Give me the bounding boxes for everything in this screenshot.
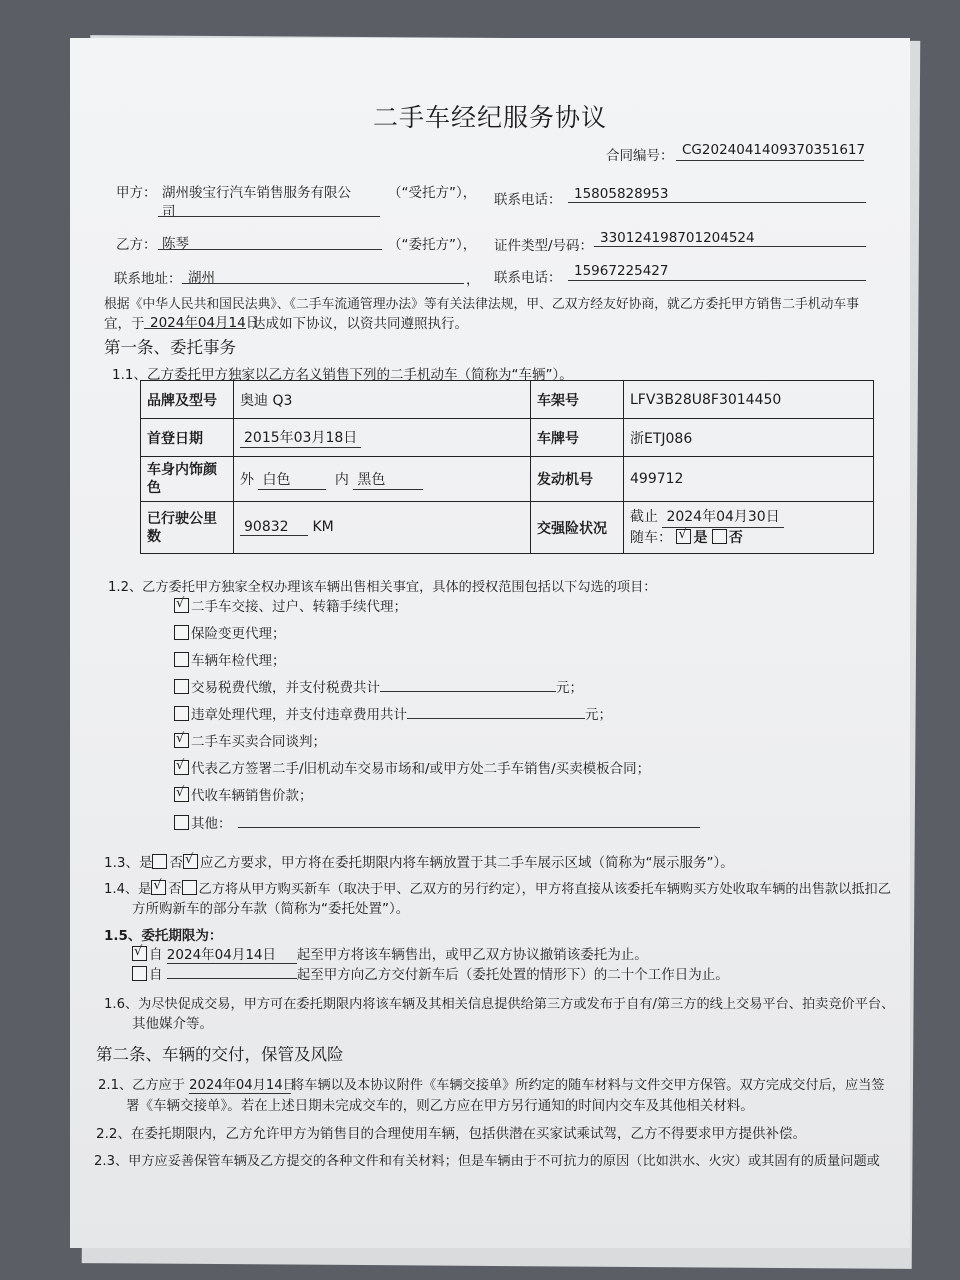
party-b-name-underline xyxy=(158,249,382,250)
term-option-2-blank xyxy=(167,966,297,979)
insurance-label: 交强险状况 xyxy=(531,502,624,554)
brand-label: 品牌及型号 xyxy=(141,381,234,419)
article2-heading: 第二条、车辆的交付，保管及风险 xyxy=(96,1045,344,1064)
term-option-1-checkbox[interactable] xyxy=(132,946,147,961)
engine-label: 发动机号 xyxy=(531,457,624,502)
clause-1-4-yes: 是 xyxy=(138,882,152,897)
preamble-line1: 根据《中华人民共和国民法典》、《二手车流通管理办法》等有关法律法规，甲、乙双方经友好协商，就乙方委托甲方销售二手机动车事 xyxy=(104,297,860,312)
plate-label: 车牌号 xyxy=(531,419,624,457)
auth-option-checkbox[interactable] xyxy=(174,652,189,667)
engine-value: 499712 xyxy=(624,457,874,502)
auth-option-checkbox[interactable] xyxy=(174,760,189,775)
party-b-id: 330124198701204524 xyxy=(600,230,755,246)
tax-amount-blank xyxy=(380,679,556,692)
party-b-phone: 15967225427 xyxy=(574,263,669,279)
auth-option-label: 交易税费代缴，并支付税费共计 xyxy=(191,680,380,696)
plate-value: 浙ETJ086 xyxy=(624,419,874,457)
insurance-yes-checkbox[interactable] xyxy=(676,529,691,544)
auth-option-label: 代收车辆销售价款； xyxy=(191,788,313,804)
clause-1-3-yes-checkbox[interactable] xyxy=(152,854,167,869)
party-a-name-line2: 司 xyxy=(162,204,176,220)
color-cell xyxy=(234,457,531,502)
reg-date-label: 首登日期 xyxy=(141,419,234,457)
auth-option xyxy=(174,622,286,642)
party-b-id-label: 证件类型/号码： xyxy=(494,238,594,254)
contract-no-label: 合同编号： xyxy=(606,148,674,164)
auth-option xyxy=(174,757,650,777)
clause-1-4-yes-checkbox[interactable] xyxy=(151,880,166,895)
party-a-label: 甲方： xyxy=(116,185,157,201)
auth-option xyxy=(174,784,313,804)
party-b-id-underline xyxy=(594,246,866,247)
clause-1-4-num: 1.4、 xyxy=(104,882,139,897)
auth-option-checkbox[interactable] xyxy=(174,598,189,613)
clause-1-4-line2: 方所购新车的部分车款（简称为“委托处置”）。 xyxy=(132,901,410,917)
party-b-role: （“委托方”）， xyxy=(388,237,477,253)
preamble-date-underline xyxy=(144,328,246,329)
clause-1-2: 1.2、乙方委托甲方独家全权办理该车辆出售相关事宜，具体的授权范围包括以下勾选的项目： xyxy=(108,580,657,595)
clause-1-3-num: 1.3、 xyxy=(104,855,139,871)
mileage-cell xyxy=(234,502,531,554)
clause-1-4 xyxy=(104,878,891,897)
ext-color-prefix: 外 xyxy=(240,471,254,488)
clause-1-3-text: 应乙方要求，甲方将在委托期限内将车辆放置于其二手车展示区域（简称为“展示服务”）。 xyxy=(199,855,734,871)
clause-2-1-text: 将车辆以及本协议附件《车辆交接单》所约定的随车材料与文件交甲方保管。双方完成交付后，应当签 xyxy=(291,1078,885,1093)
insurance-until-date: 2024年04月30日 xyxy=(662,507,783,528)
clause-1-4-no: 否 xyxy=(168,882,182,897)
preamble-line2-end: 达成如下协议，以资共同遵照执行。 xyxy=(252,316,468,332)
auth-option-checkbox[interactable] xyxy=(174,787,189,802)
auth-option-checkbox[interactable] xyxy=(174,625,189,640)
clause-1-3-yes: 是 xyxy=(138,855,153,871)
article1-heading: 第一条、委托事务 xyxy=(104,338,236,357)
auth-option-label: 二手车买卖合同谈判； xyxy=(191,734,326,750)
int-color-prefix: 内 xyxy=(334,471,349,488)
auth-option-suffix: 元； xyxy=(585,707,612,723)
clause-1-6-line2: 其他媒介等。 xyxy=(132,1016,213,1032)
brand-value: 奥迪 Q3 xyxy=(234,381,531,419)
auth-option-label: 代表乙方签署二手/旧机动车交易市场和/或甲方处二手车销售/买卖模板合同； xyxy=(191,761,651,777)
clause-1-3 xyxy=(104,851,734,871)
clause-1-1: 1.1、乙方委托甲方独家以乙方名义销售下列的二手机动车（简称为“车辆”）。 xyxy=(112,367,573,383)
clause-1-3-no: 否 xyxy=(169,855,183,871)
clause-2-1-start: 2.1、乙方应于 xyxy=(98,1078,185,1093)
party-b-address-end: ， xyxy=(466,272,480,288)
party-a-phone-label: 联系电话： xyxy=(494,192,562,208)
auth-option-checkbox[interactable] xyxy=(174,679,189,694)
reg-date-cell xyxy=(234,419,531,457)
vehicle-info-table xyxy=(140,380,874,554)
auth-option xyxy=(174,812,700,832)
insurance-cell xyxy=(624,502,874,554)
mileage-value: 90832 xyxy=(240,519,308,536)
term-option-2 xyxy=(132,963,729,983)
auth-option-checkbox[interactable] xyxy=(174,706,189,721)
auth-option xyxy=(174,676,583,696)
auth-option-label: 违章处理代理，并支付违章费用共计 xyxy=(191,707,407,723)
party-b-label: 乙方： xyxy=(116,237,157,253)
insurance-no-checkbox[interactable] xyxy=(712,529,727,544)
clause-2-1-line1 xyxy=(98,1074,885,1094)
auth-option-label: 其他： xyxy=(191,816,232,832)
auth-option xyxy=(174,730,326,750)
auth-option xyxy=(174,595,407,615)
reg-date-value: 2015年03月18日 xyxy=(240,427,361,448)
party-b-address-label: 联系地址： xyxy=(114,271,182,287)
contract-no-value: CG2024041409370351617 xyxy=(682,142,866,158)
preamble-date: 2024年04月14日 xyxy=(150,315,260,331)
preamble-line2-start: 宜，于 xyxy=(104,316,145,332)
clause-1-5-heading: 1.5、委托期限为： xyxy=(104,928,223,944)
party-b-address-underline xyxy=(182,283,464,284)
clause-2-1-line2: 署《车辆交接单》。若在上述日期未完成交车的，则乙方应在甲方另行通知的时间内交车及其他相关材料。 xyxy=(126,1098,754,1114)
party-a-phone-underline xyxy=(568,202,866,203)
clause-1-4-no-checkbox[interactable] xyxy=(182,880,197,895)
table-row xyxy=(141,381,874,419)
ext-color-value: 白色 xyxy=(258,469,326,490)
auth-option-label: 保险变更代理； xyxy=(191,626,286,642)
clause-1-6-line1: 1.6、为尽快促成交易，甲方可在委托期限内将该车辆及其相关信息提供给第三方或发布于自有/第三方的线上交易平台、拍卖竞价平台、 xyxy=(104,997,895,1012)
mileage-label: 已行驶公里数 xyxy=(141,502,234,554)
vin-value: LFV3B28U8F3014450 xyxy=(624,381,874,419)
term-option-2-prefix: 自 xyxy=(149,967,163,983)
term-option-1-text: 起至甲方将该车辆售出，或甲乙双方协议撤销该委托为止。 xyxy=(296,947,648,963)
insurance-yes-label: 是 xyxy=(693,530,708,546)
party-b-phone-underline xyxy=(568,280,866,281)
party-a-name-line1: 湖州骏宝行汽车销售服务有限公 xyxy=(162,185,351,201)
clause-2-2: 2.2、在委托期限内，乙方允许甲方为销售目的合理使用车辆，包括供潜在买家试乘试驾，乙方不得要求甲方提供补偿。 xyxy=(96,1126,806,1142)
term-option-1 xyxy=(132,943,648,964)
mileage-unit: KM xyxy=(312,519,334,535)
term-option-1-prefix: 自 xyxy=(149,947,163,963)
auth-option-label: 车辆年检代理； xyxy=(191,653,286,669)
term-option-2-checkbox[interactable] xyxy=(132,966,147,981)
auth-option xyxy=(174,649,286,669)
party-b-phone-label: 联系电话： xyxy=(494,270,562,286)
clause-2-1-date: 2024年04月14日 xyxy=(189,1074,291,1094)
auth-option-checkbox[interactable] xyxy=(174,815,189,830)
insurance-until-prefix: 截止 xyxy=(630,509,658,525)
term-option-1-date: 2024年04月14日 xyxy=(167,943,297,964)
party-b-address: 湖州 xyxy=(188,270,215,286)
clause-2-3: 2.3、甲方应妥善保管车辆及乙方提交的各种文件和有关材料；但是车辆由于不可抗力的原因（比如洪水、火灾）或其固有的质量问题或 xyxy=(94,1154,880,1169)
party-a-role: （“受托方”）， xyxy=(388,185,477,201)
contract-page xyxy=(70,38,910,1248)
auth-option-suffix: 元； xyxy=(556,680,583,696)
other-blank xyxy=(238,815,700,828)
color-label: 车身内饰颜色 xyxy=(141,457,234,502)
clause-1-4-text: 乙方将从甲方购买新车（取决于甲、乙双方的另行约定），甲方将直接从该委托车辆购买方处收取车辆的出售款以抵扣乙 xyxy=(198,882,891,897)
int-color-value: 黑色 xyxy=(353,469,423,490)
insurance-no-label: 否 xyxy=(728,530,743,546)
vin-label: 车架号 xyxy=(531,381,624,419)
auth-option-label: 二手车交接、过户、转籍手续代理； xyxy=(191,599,407,615)
table-row xyxy=(141,457,874,502)
page-title: 二手车经纪服务协议 xyxy=(372,103,607,132)
table-row xyxy=(141,502,874,554)
insurance-with-car-label: 随车： xyxy=(630,530,672,546)
party-a-phone: 15805828953 xyxy=(574,186,669,202)
party-a-name-underline xyxy=(158,216,380,217)
auth-option xyxy=(174,703,612,723)
contract-no-underline xyxy=(676,160,864,161)
term-option-2-text: 起至甲方向乙方交付新车后（委托处置的情形下）的二十个工作日为止。 xyxy=(296,967,729,983)
party-b-name: 陈琴 xyxy=(162,236,189,252)
auth-option-checkbox[interactable] xyxy=(174,733,189,748)
violation-amount-blank xyxy=(407,706,585,719)
table-row xyxy=(141,419,874,457)
clause-1-3-no-checkbox[interactable] xyxy=(183,854,198,869)
